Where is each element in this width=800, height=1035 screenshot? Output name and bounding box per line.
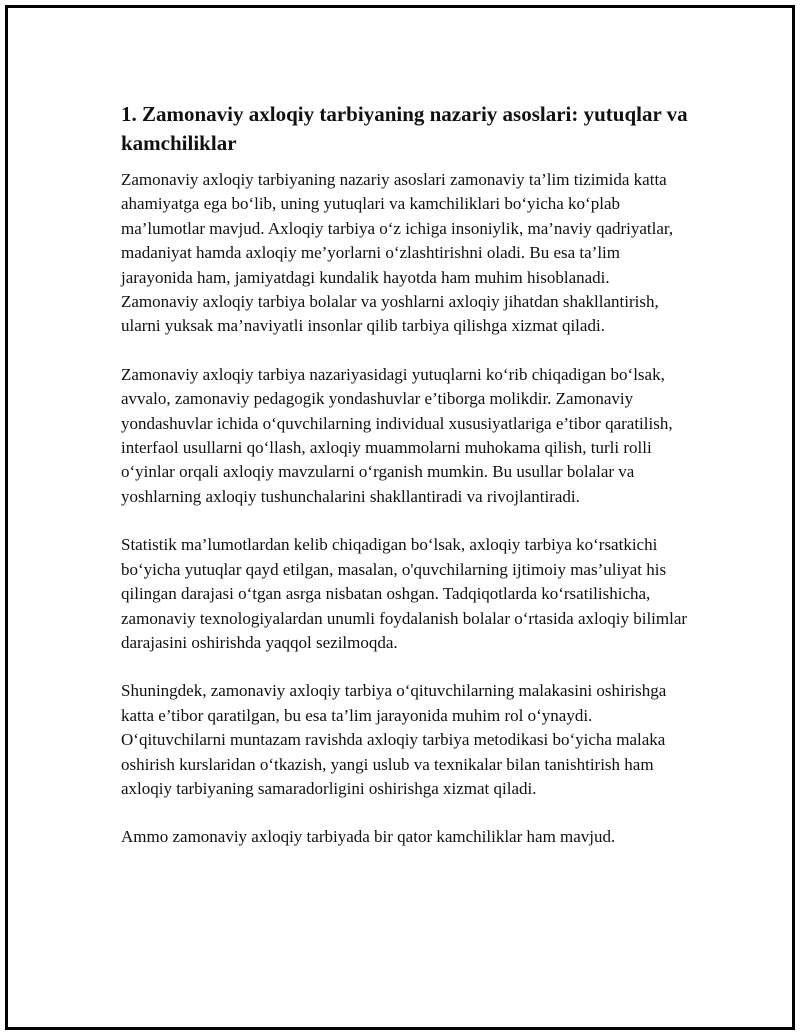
document-body: [121, 100, 691, 874]
paragraph-3: Statistik ma’lumotlardan kelib chiqadigan bo‘lsak, axloqiy tarbiya ko‘rsatkichi bo‘yicha yutuqlar qayd etilgan, masalan, o'quvchilarning ijtimoiy mas’uliyat his qilingan darajasi o‘tgan asrga nisbatan oshgan. Tadqiqotlarda ko‘rsatilishicha, zamonaviy texnologiyalardan unumli foydalanish bolalar o‘rtasida axloqiy bilimlar darajasini oshirishda yaqqol sezilmoqda.: [121, 535, 688, 652]
section-heading: 1. Zamonaviy axloqiy tarbiyaning nazariy asoslari: yutuqlar va kamchiliklar: [121, 102, 688, 155]
paragraph-1: Zamonaviy axloqiy tarbiyaning nazariy asoslari zamonaviy ta’lim tizimida katta ahamiyatga ega bo‘lib, uning yutuqlari va kamchiliklari bo‘yicha ko‘plab ma’lumotlar mavjud. Axloqiy tarbiya o‘z ichiga insoniylik, ma’naviy qadriyatlar, madaniyat hamda axloqiy me’yorlarni o‘zlashtirishni oladi. Bu esa ta’lim jarayonida ham, jamiyatdagi kundalik hayotda ham muhim hisoblanadi. Zamonaviy axloqiy tarbiya bolalar va yoshlarni axloqiy jihatdan shakllantirish, ularni yuksak ma’naviyatli insonlar qilib tarbiya qilishga xizmat qiladi.: [121, 170, 674, 336]
paragraph-2: Zamonaviy axloqiy tarbiya nazariyasidagi yutuqlarni ko‘rib chiqadigan bo‘lsak, avvalo, zamonaviy pedagogik yondashuvlar e’tiborga molikdir. Zamonaviy yondashuvlar ichida o‘quvchilarning individual xususiyatlariga e’tibor qaratilish, interfaol usullarni qo‘llash, axloqiy muammolarni muhokama qilish, turli rolli o‘yinlar orqali axloqiy mavzularni o‘rganish mumkin. Bu usullar bolalar va yoshlarning axloqiy tushunchalarini shakllantiradi va rivojlantiradi.: [121, 364, 673, 506]
paragraph-5: Ammo zamonaviy axloqiy tarbiyada bir qator kamchiliklar ham mavjud.: [121, 827, 616, 847]
page-frame: [5, 5, 795, 1030]
paragraph-4: Shuningdek, zamonaviy axloqiy tarbiya o‘qituvchilarning malakasini oshirishga katta e’tibor qaratilgan, bu esa ta’lim jarayonida muhim rol o‘ynaydi. O‘qituvchilarni muntazam ravishda axloqiy tarbiya metodikasi bo‘yicha malaka oshirish kurslaridan o‘tkazish, yangi uslub va texnikalar bilan tanishtirish ham axloqiy tarbiyaning samaradorligini oshirishga xizmat qiladi.: [121, 681, 667, 798]
